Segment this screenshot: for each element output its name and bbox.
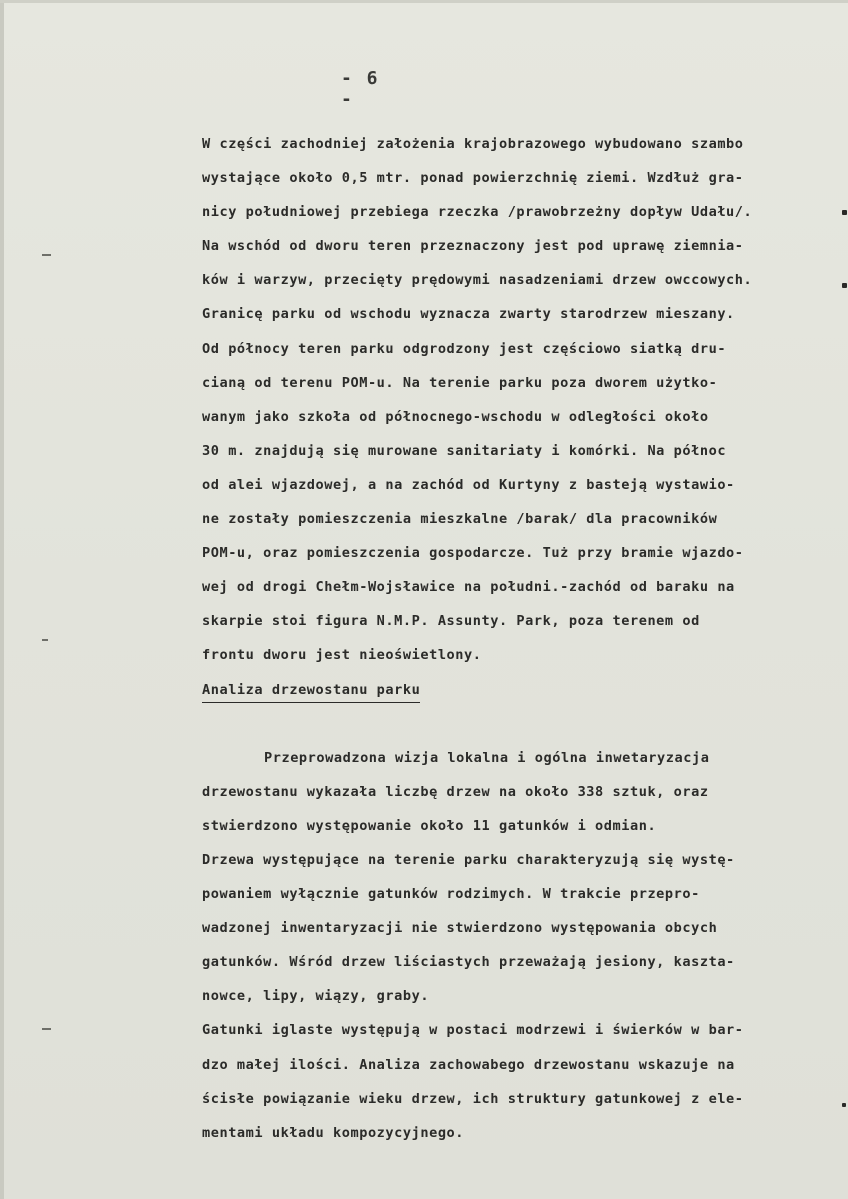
text-line: gatunków. Wśród drzew liściastych przeważają jesiony, kaszta- bbox=[202, 954, 735, 971]
text-line: ścisłe powiązanie wieku drzew, ich struktury gatunkowej z ele- bbox=[202, 1090, 744, 1107]
text-line: Gatunki iglaste występują w postaci modrzewi i świerków w bar- bbox=[202, 1022, 744, 1039]
page-number: - 6 - bbox=[341, 68, 380, 110]
edge-punch-mark bbox=[842, 210, 847, 215]
text-line: Drzewa występujące na terenie parku charakteryzują się wystę- bbox=[202, 851, 735, 868]
text-line-indented: Przeprowadzona wizja lokalna i ogólna inwetaryzacja bbox=[264, 749, 710, 766]
text-line: W części zachodniej założenia krajobrazowego wybudowano szambo bbox=[202, 136, 744, 152]
text-line: drzewostanu wykazała liczbę drzew na około 338 sztuk, oraz bbox=[202, 783, 709, 800]
margin-mark bbox=[42, 639, 48, 641]
text-line: dzo małej ilości. Analiza zachowabego drzewostanu wskazuje na bbox=[202, 1056, 735, 1073]
section-heading-line bbox=[202, 679, 842, 713]
text-line: skarpie stoi figura N.M.P. Assunty. Park, poza terenem od bbox=[202, 613, 700, 630]
text-line: POM-u, oraz pomieszczenia gospodarcze. Tuż przy bramie wjazdo- bbox=[202, 545, 744, 562]
text-line: 30 m. znajdują się murowane sanitariaty i komórki. Na północ bbox=[202, 442, 727, 459]
text-line: cianą od terenu POM-u. Na terenie parku poza dworem użytko- bbox=[202, 374, 718, 391]
page-edge-top bbox=[0, 0, 848, 3]
text-line: Od północy teren parku odgrodzony jest częściowo siatką dru- bbox=[202, 340, 727, 357]
text-line-blank bbox=[202, 713, 842, 747]
edge-punch-mark bbox=[842, 283, 847, 288]
text-line: Na wschód od dworu teren przeznaczony jest pod uprawę ziemnia- bbox=[202, 238, 744, 255]
text-line: nicy południowej przebiega rzeczka /prawobrzeżny dopływ Udału/. bbox=[202, 204, 753, 221]
text-line: wystające około 0,5 mtr. ponad powierzchnię ziemi. Wzdłuż gra- bbox=[202, 170, 744, 187]
text-line: Granicę parku od wschodu wyznacza zwarty starodrzew mieszany. bbox=[202, 306, 735, 323]
edge-punch-mark bbox=[842, 1103, 846, 1107]
section-heading: Analiza drzewostanu parku bbox=[202, 679, 420, 703]
text-line: od alei wjazdowej, a na zachód od Kurtyny z basteją wystawio- bbox=[202, 476, 735, 493]
margin-mark bbox=[42, 1028, 51, 1030]
text-line: wej od drogi Chełm-Wojsławice na południ.-zachód od baraku na bbox=[202, 579, 735, 596]
text-line: mentami układu kompozycyjnego. bbox=[202, 1124, 465, 1141]
text-line: ne zostały pomieszczenia mieszkalne /barak/ dla pracowników bbox=[202, 511, 718, 528]
text-line: nowce, lipy, wiązy, graby. bbox=[202, 988, 430, 1005]
body-text bbox=[202, 133, 842, 1156]
text-line: wanym jako szkoła od północnego-wschodu w odległości około bbox=[202, 408, 709, 425]
text-line: wadzonej inwentaryzacji nie stwierdzono występowania obcych bbox=[202, 920, 718, 937]
text-line: ków i warzyw, przecięty prędowymi nasadzeniami drzew owccowych. bbox=[202, 272, 753, 289]
text-line: frontu dworu jest nieoświetlony. bbox=[202, 647, 482, 664]
text-line: powaniem wyłącznie gatunków rodzimych. W trakcie przepro- bbox=[202, 886, 700, 903]
text-line: stwierdzono występowanie około 11 gatunków i odmian. bbox=[202, 817, 657, 834]
margin-mark bbox=[42, 254, 51, 256]
page-edge-shadow bbox=[0, 0, 4, 1199]
